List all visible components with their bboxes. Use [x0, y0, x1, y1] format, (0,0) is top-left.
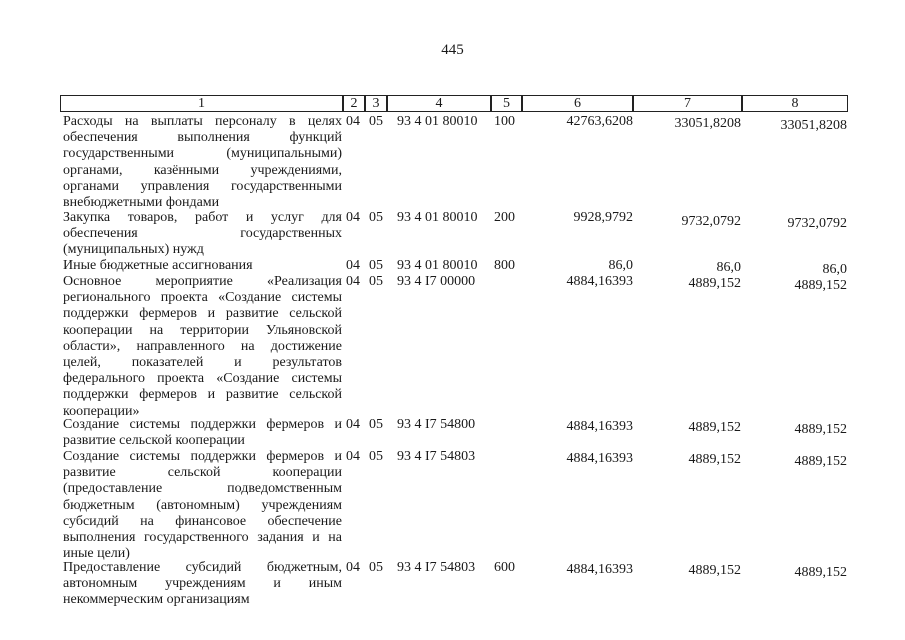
row-code-col2: 04	[346, 417, 360, 432]
row-code-col4: 93 4 I7 54803	[397, 560, 476, 575]
row-code-col2: 04	[346, 258, 360, 273]
header-col-3: 3	[365, 95, 387, 112]
row-code-col3: 05	[369, 274, 383, 289]
row-value-col7: 4889,152	[688, 563, 741, 578]
row-description: Создание системы поддержки фермеров и развитие сельской кооперации	[63, 417, 342, 449]
header-col-8: 8	[742, 95, 848, 112]
header-col-4: 4	[387, 95, 491, 112]
row-value-col7: 4889,152	[688, 420, 741, 435]
row-value-col7: 9732,0792	[681, 214, 741, 229]
row-code-col4: 93 4 I7 54803	[397, 449, 476, 464]
row-value-col8: 9732,0792	[787, 216, 847, 231]
row-description: Иные бюджетные ассигнования	[63, 258, 253, 273]
row-value-col8: 86,0	[822, 262, 847, 277]
header-col-6: 6	[522, 95, 633, 112]
row-value-col8: 4889,152	[794, 422, 847, 437]
row-code-col5: 800	[494, 258, 515, 273]
row-value-col6: 42763,6208	[566, 114, 633, 129]
row-value-col6: 4884,16393	[566, 562, 633, 577]
row-value-col6: 9928,9792	[573, 210, 633, 225]
row-value-col7: 4889,152	[688, 276, 741, 291]
row-code-col3: 05	[369, 210, 383, 225]
row-description: Расходы на выплаты персоналу в целях обеспечения выполнения функций государственными (муниципальными) органами, казёнными учреждениями, органами управления государственными внебюджетными фондами	[63, 114, 342, 211]
row-value-col6: 4884,16393	[566, 274, 633, 289]
row-code-col4: 93 4 01 80010	[397, 210, 478, 225]
row-code-col2: 04	[346, 114, 360, 129]
row-code-col3: 05	[369, 114, 383, 129]
row-value-col6: 86,0	[608, 258, 633, 273]
row-code-col4: 93 4 I7 00000	[397, 274, 476, 289]
row-code-col3: 05	[369, 258, 383, 273]
table-header	[60, 95, 848, 112]
row-value-col6: 4884,16393	[566, 419, 633, 434]
row-code-col5: 200	[494, 210, 515, 225]
row-description: Предоставление субсидий бюджетным, автономным учреждениям и иным некоммерческим организациям	[63, 560, 342, 608]
row-value-col7: 33051,8208	[674, 116, 741, 131]
row-code-col3: 05	[369, 417, 383, 432]
row-code-col4: 93 4 01 80010	[397, 114, 478, 129]
header-col-7: 7	[633, 95, 742, 112]
row-code-col4: 93 4 01 80010	[397, 258, 478, 273]
row-value-col7: 86,0	[716, 260, 741, 275]
row-code-col5: 600	[494, 560, 515, 575]
row-value-col8: 4889,152	[794, 454, 847, 469]
row-code-col2: 04	[346, 210, 360, 225]
row-code-col5: 100	[494, 114, 515, 129]
row-code-col3: 05	[369, 560, 383, 575]
page-number: 445	[441, 42, 464, 58]
row-code-col3: 05	[369, 449, 383, 464]
row-code-col2: 04	[346, 560, 360, 575]
row-code-col2: 04	[346, 274, 360, 289]
row-code-col4: 93 4 I7 54800	[397, 417, 476, 432]
row-value-col8: 4889,152	[794, 565, 847, 580]
row-value-col7: 4889,152	[688, 452, 741, 467]
row-value-col8: 4889,152	[794, 278, 847, 293]
row-description: Основное мероприятие «Реализация регионального проекта «Создание системы поддержки фермеров и развитие сельской кооперации на территории Ульяновской области», направленного на достижение целей, показателей и результатов федерального проекта «Создание системы поддержки фермеров и развитие сельской кооперации»	[63, 274, 342, 419]
row-description: Создание системы поддержки фермеров и развитие сельской кооперации (предоставление подведомственным бюджетным (автономным) учреждениям субсидий на финансовое обеспечение выполнения государственного задания и на иные цели)	[63, 449, 342, 562]
row-value-col8: 33051,8208	[780, 118, 847, 133]
row-value-col6: 4884,16393	[566, 451, 633, 466]
header-col-5: 5	[491, 95, 522, 112]
header-col-2: 2	[343, 95, 365, 112]
row-description: Закупка товаров, работ и услуг для обеспечения государственных (муниципальных) нужд	[63, 210, 342, 258]
header-col-1: 1	[60, 95, 343, 112]
row-code-col2: 04	[346, 449, 360, 464]
